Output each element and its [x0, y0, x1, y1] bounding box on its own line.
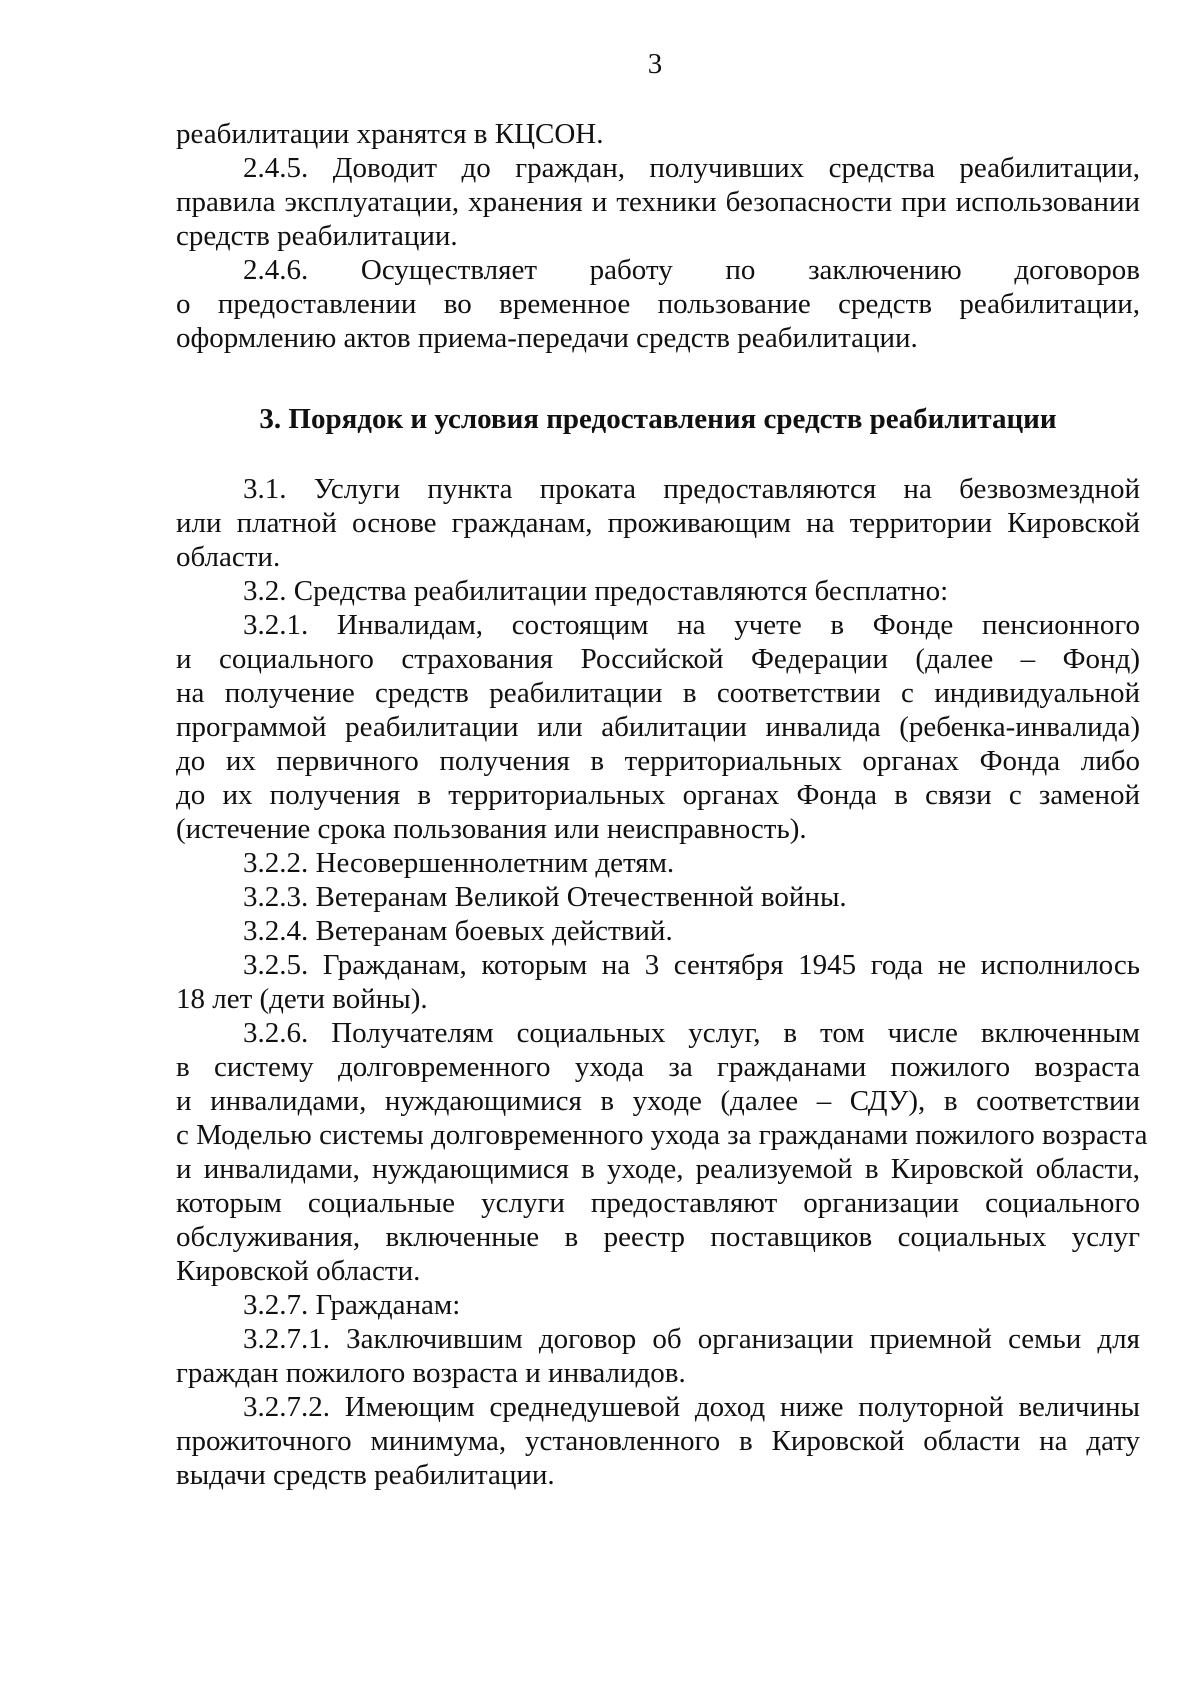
text-line: выдачи средств реабилитации. — [176, 1459, 555, 1491]
text-line: 2.4.5. Доводит до граждан, получивших средства реабилитации, — [243, 152, 1140, 184]
text-line: и социального страхования Российской Федерации (далее – Фонд) — [176, 643, 1140, 675]
text-line: 3.2. Средства реабилитации предоставляются бесплатно: — [243, 575, 949, 607]
text-line: 2.4.6. Осуществляет работу по заключению договоров — [243, 254, 1140, 286]
text-line: 3.1. Услуги пункта проката предоставляются на безвозмездной — [243, 473, 1140, 505]
text-line: средств реабилитации. — [176, 220, 458, 252]
text-line: которым социальные услуги предоставляют организации социального — [176, 1187, 1140, 1219]
text-line: в систему долговременного ухода за гражданами пожилого возраста — [176, 1051, 1140, 1083]
text-line: на получение средств реабилитации в соответствии с индивидуальной — [176, 677, 1140, 709]
text-line: 3.2.3. Ветеранам Великой Отечественной войны. — [243, 881, 847, 913]
text-line: 3.2.4. Ветеранам боевых действий. — [243, 915, 673, 947]
text-line: и инвалидами, нуждающимися в уходе (далее – СДУ), в соответствии — [176, 1085, 1140, 1117]
text-line: 3.2.5. Гражданам, которым на 3 сентября 1945 года не исполнилось — [243, 949, 1140, 981]
text-line: 3.2.7. Гражданам: — [243, 1289, 461, 1321]
text-line: правила эксплуатации, хранения и техники безопасности при использовании — [176, 186, 1140, 218]
text-line: или платной основе гражданам, проживающим на территории Кировской — [176, 507, 1140, 539]
text-line: программой реабилитации или абилитации инвалида (ребенка-инвалида) — [176, 711, 1140, 743]
text-line: 3.2.7.2. Имеющим среднедушевой доход ниже полуторной величины — [243, 1391, 1140, 1423]
text-line: (истечение срока пользования или неисправность). — [176, 813, 807, 845]
text-line: 3.2.1. Инвалидам, состоящим на учете в Фонде пенсионного — [243, 609, 1140, 641]
text-line: о предоставлении во временное пользование средств реабилитации, — [176, 288, 1140, 320]
section-heading: 3. Порядок и условия предоставления средств реабилитации — [259, 403, 1057, 435]
text-line: обслуживания, включенные в реестр поставщиков социальных услуг — [176, 1221, 1140, 1253]
text-line: 3.2.7.1. Заключившим договор об организации приемной семьи для — [243, 1323, 1140, 1355]
text-line: граждан пожилого возраста и инвалидов. — [176, 1357, 686, 1389]
text-line: 18 лет (дети войны). — [176, 983, 428, 1015]
text-line: до их первичного получения в территориальных органах Фонда либо — [176, 745, 1140, 777]
text-line: и инвалидами, нуждающимися в уходе, реализуемой в Кировской области, — [176, 1153, 1140, 1185]
page-number: 3 — [647, 48, 663, 80]
text-line: 3.2.6. Получателям социальных услуг, в том числе включенным — [243, 1017, 1140, 1049]
text-line: Кировской области. — [176, 1255, 421, 1287]
text-line: реабилитации хранятся в КЦСОН. — [176, 118, 604, 150]
text-line: прожиточного минимума, установленного в Кировской области на дату — [176, 1425, 1140, 1457]
text-line: до их получения в территориальных органах Фонда в связи с заменой — [176, 779, 1140, 811]
text-line: с Моделью системы долговременного ухода за гражданами пожилого возраста — [176, 1119, 1148, 1151]
text-line: оформлению актов приема-передачи средств реабилитации. — [176, 322, 918, 354]
text-line: области. — [176, 541, 281, 573]
text-line: 3.2.2. Несовершеннолетним детям. — [243, 847, 675, 879]
